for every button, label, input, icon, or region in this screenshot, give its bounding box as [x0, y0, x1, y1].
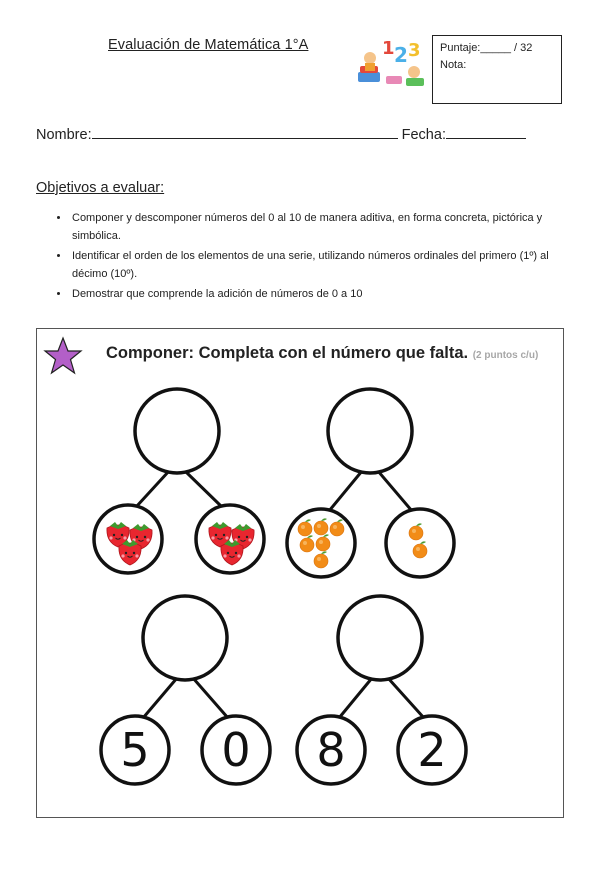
- bond-connector: [339, 678, 372, 718]
- bond-part-number: 5: [120, 723, 150, 777]
- bond-connector: [185, 471, 222, 507]
- bond-part-number: 0: [221, 723, 251, 777]
- number-bond: [287, 389, 454, 577]
- list-item: • Demostrar que comprende la adición de números de 0 a 10: [70, 285, 585, 303]
- bond-whole-answer-circle[interactable]: [328, 389, 412, 473]
- bond-connector: [388, 678, 424, 718]
- bond-connector: [143, 678, 177, 718]
- svg-text:1: 1: [382, 38, 395, 59]
- number-bond: [94, 389, 264, 573]
- bond-connector: [378, 471, 412, 511]
- score-label: Puntaje:_____ / 32: [440, 42, 533, 54]
- bond-whole-answer-circle[interactable]: [338, 596, 422, 680]
- grade-label: Nota:: [440, 59, 467, 71]
- bond-whole-answer-circle[interactable]: [143, 596, 227, 680]
- bond-part-circle: [386, 509, 454, 577]
- name-label: Nombre:: [36, 127, 92, 143]
- number-bond: [101, 596, 270, 784]
- number-bond: [297, 596, 466, 784]
- page-title: Evaluación de Matemática 1°A: [108, 37, 309, 53]
- exercise-points: (2 puntos c/u): [472, 350, 539, 361]
- svg-text:3: 3: [408, 40, 421, 61]
- exercise-title-text: Componer: Completa con el número que falta.: [106, 344, 469, 362]
- bond-connector: [329, 471, 362, 511]
- objectives-heading: Objetivos a evaluar:: [36, 180, 165, 196]
- date-label: Fecha:: [401, 127, 446, 143]
- list-item: • Componer y descomponer números del 0 al 10 de manera aditiva, en forma concreta, pictórica y simbólica.: [70, 209, 585, 245]
- bond-connector: [193, 678, 228, 718]
- bond-part-number: 8: [316, 723, 346, 777]
- svg-text:2: 2: [394, 43, 408, 67]
- list-item: • Identificar el orden de los elementos de una serie, utilizando números ordinales del primero (1º) al décimo (10º).: [70, 247, 585, 283]
- bond-whole-answer-circle[interactable]: [135, 389, 219, 473]
- bond-connector: [136, 471, 169, 507]
- bond-part-number: 2: [417, 723, 447, 777]
